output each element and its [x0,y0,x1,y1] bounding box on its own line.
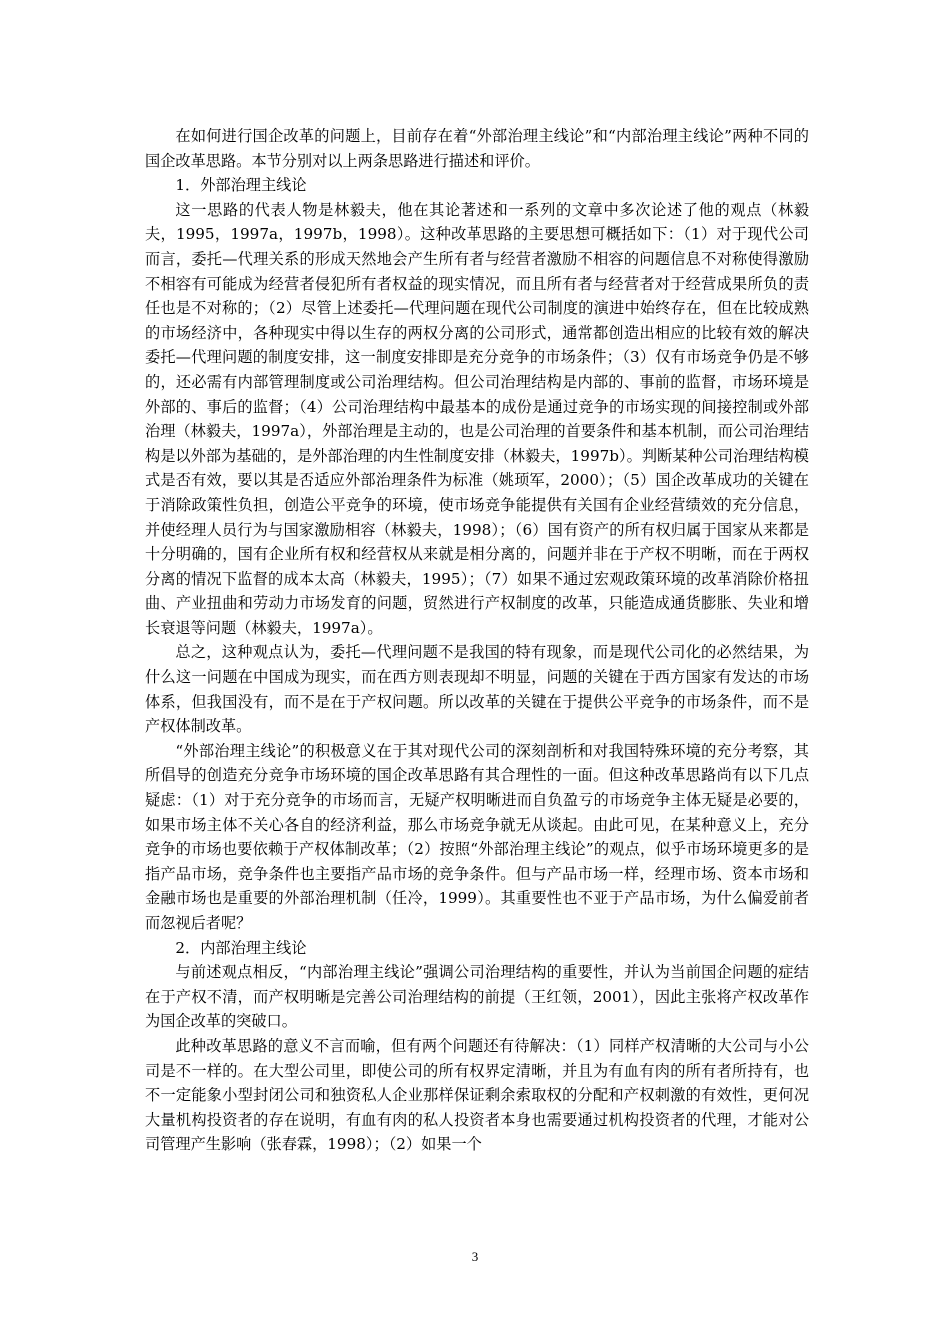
section-heading-external-governance: 1．外部治理主线论 [175,176,307,195]
section-heading-internal-governance: 2．内部治理主线论 [175,938,307,957]
page-number: 3 [471,1249,479,1264]
external-governance-paragraph: 这一思路的代表人物是林毅夫，他在其论著述和一系列的文章中多次论述了他的观点（林毅夫，1995，1997a，1997b，1998）。这种改革思路的主要思想可概括如下：（1）对于现代公司而言，委托—代理关系的形成天然地会产生所有者与经营者激励不相容的问题信息不对称使得激励不相容有可能成为经营者侵犯所有者权益的现实情况，而且所有者与经营者对于经营成果所负的责任也是不对称的；（2）尽管上述委托—代理问题在现代公司制度的演进中始终存在，但在比较成熟的市场经济中，各种现实中得以生存的两权分离的公司形式，通常都创造出相应的比较有效的解决委托—代理问题的制度安排，这一制度安排即是充分竞争的市场条件；（3）仅有市场竞争仍是不够的，还必需有内部管理制度或公司治理结构。但公司治理结构是内部的、事前的监督，市场环境是外部的、事后的监督；（4）公司治理结构中最基本的成份是通过竞争的市场实现的间接控制或外部治理（林毅夫，1997a），外部治理是主动的，也是公司治理的首要条件和基本机制，而公司治理结构是以外部为基础的，是外部治理的内生性制度安排（林毅夫，1997b）。判断某种公司治理结构模式是否有效，要以其是否适应外部治理条件为标准（姚顼军，2000）；（5）国企改革成功的关键在于消除政策性负担，创造公平竞争的环境，使市场竞争能提供有关国有企业经营绩效的充分信息，并使经理人员行为与国家激励相容（林毅夫，1998）；（6）国有资产的所有权归属于国家从来都是十分明确的，国有企业所有权和经营权从来就是相分离的，问题并非在于产权不明晰，而在于两权分离的情况下监督的成本太高（林毅夫，1995）；（7）如果不通过宏观政策环境的改革消除价格扭曲、产业扭曲和劳动力市场发育的问题，贸然进行产权制度的改革，只能造成通货膨胀、失业和增长衰退等问题（林毅夫，1997a）。 [145,200,809,637]
evaluation-paragraph: “外部治理主线论”的积极意义在于其对现代公司的深刻剖析和对我国特殊环境的充分考察，其所倡导的创造充分竞争市场环境的国企改革思路有其合理性的一面。但这种改革思路尚有以下几点疑虑：（1）对于充分竞争的市场而言，无疑产权明晰进而自负盈亏的市场竞争主体无疑是必要的，如果市场主体不关心各自的经济利益，那么市场竞争就无从谈起。由此可见，在某种意义上，充分竞争的市场也要依赖于产权体制改革；（2）按照“外部治理主线论”的观点，似乎市场环境更多的是指产品市场，竞争条件也主要指产品市场的竞争条件。但与产品市场一样，经理市场、资本市场和金融市场也是重要的外部治理机制（任冷，1999）。其重要性也不亚于产品市场，为什么偏爱前者而忽视后者呢？ [145,741,809,932]
intro-paragraph: 在如何进行国企改革的问题上，目前存在着“外部治理主线论”和“内部治理主线论”两种不同的国企改革思路。本节分别对以上两条思路进行描述和评价。 [145,127,809,170]
problems-paragraph: 此种改革思路的意义不言而喻，但有两个问题还有待解决：（1）同样产权清晰的大公司与小公司是不一样的。在大型公司里，即使公司的所有权界定清晰，并且为有血有肉的所有者所持有，也不一定能象小型封闭公司和独资私人企业那样保证剩余索取权的分配和产权刺激的有效性，更何况大量机构投资者的存在说明，有血有肉的私人投资者本身也需要通过机构投资者的代理，才能对公司管理产生影响（张春霖，1998）；（2）如果一个 [145,1036,809,1154]
body-text [145,124,809,1157]
summary-paragraph: 总之，这种观点认为，委托—代理问题不是我国的特有现象，而是现代公司化的必然结果，为什么这一问题在中国成为现实，而在西方则表现却不明显，问题的关键在于西方国家有发达的市场体系，但我国没有，而不是在于产权问题。所以改革的关键在于提供公平竞争的市场条件，而不是产权体制改革。 [145,643,809,736]
internal-governance-paragraph: 与前述观点相反，“内部治理主线论”强调公司治理结构的重要性，并认为当前国企问题的症结在于产权不清，而产权明晰是完善公司治理结构的前提（王红领，2001），因此主张将产权改革作为国企改革的突破口。 [145,963,809,1031]
